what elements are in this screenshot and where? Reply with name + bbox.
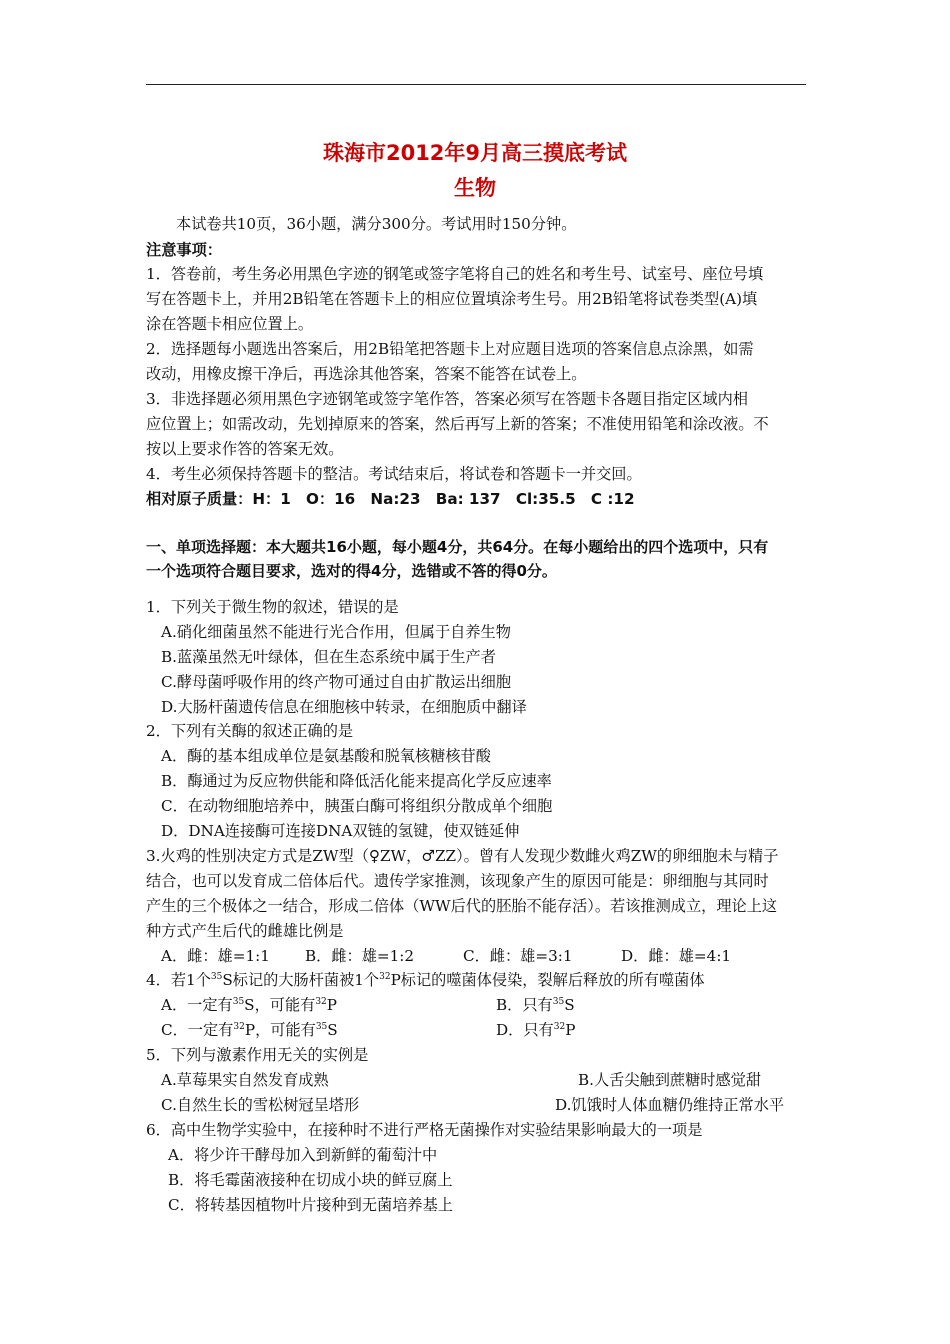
question-3-option-d: D．雌：雄=4:1 [621,947,732,965]
exam-title: 珠海市2012年9月高三摸底考试 [322,141,628,165]
atomic-mass-line: 相对原子质量：H：1 O：16 Na:23 Ba: 137 Cl:35.5 C :12 [146,490,635,508]
notice-line: 4．考生必须保持答题卡的整洁。考试结束后，将试卷和答题卡一并交回。 [146,465,642,483]
question-3-stem: 3.火鸡的性别决定方式是ZW型（♀ZW，♂ZZ）。曾有人发现少数雌火鸡ZW的卵细胞未与精子 [146,847,779,865]
question-4-option-c: C．一定有$^{32}$P，可能有$^{35}$S [161,1021,338,1039]
notice-line: 按以上要求作答的答案无效。 [146,440,344,458]
question-3-stem: 结合，也可以发育成二倍体后代。遗传学家推测，该现象产生的原因可能是：卵细胞与其同时 [146,872,769,890]
question-6-option-b: B．将毛霉菌液接种在切成小块的鲜豆腐上 [168,1171,453,1189]
question-4-option-d: D．只有$^{32}$P [496,1021,576,1039]
question-4-option-b: B．只有$^{35}$S [496,996,575,1014]
question-5-option-b: B.人舌尖触到蔗糖时感觉甜 [578,1071,762,1089]
notice-heading: 注意事项： [146,241,222,259]
notice-line: 3．非选择题必须用黑色字迹钢笔或签字笔作答，答案必须写在答题卡各题目指定区域内相 [146,390,748,408]
question-6-stem: 6．高中生物学实验中，在接种时不进行严格无菌操作对实验结果影响最大的一项是 [146,1121,703,1139]
question-3-option-b: B．雌：雄=1:2 [305,947,415,965]
question-6-option-a: A．将少许干酵母加入到新鲜的葡萄汁中 [168,1146,438,1164]
question-2-option-c: C．在动物细胞培养中，胰蛋白酶可将组织分散成单个细胞 [161,797,553,815]
question-5-option-d: D.饥饿时人体血糖仍维持正常水平 [555,1096,785,1114]
question-2-option-b: B．酶通过为反应物供能和降低活化能来提高化学反应速率 [161,772,552,790]
question-6-option-c: C．将转基因植物叶片接种到无菌培养基上 [168,1196,453,1214]
question-5-option-c: C.自然生长的雪松树冠呈塔形 [161,1096,360,1114]
question-1-option-b: B.蓝藻虽然无叶绿体，但在生态系统中属于生产者 [161,648,496,666]
question-2-option-d: D．DNA连接酶可连接DNA双链的氢键，使双链延伸 [161,822,520,840]
question-3-option-a: A．雌：雄=1:1 [161,947,270,965]
question-1-stem: 1．下列关于微生物的叙述，错误的是 [146,598,399,616]
exam-subject: 生物 [454,176,496,200]
question-1-option-d: D.大肠杆菌遗传信息在细胞核中转录，在细胞质中翻译 [161,698,527,716]
question-1-option-a: A.硝化细菌虽然不能进行光合作用，但属于自养生物 [161,623,511,641]
question-3-stem: 产生的三个极体之一结合，形成二倍体（WW后代的胚胎不能存活）。若该推测成立，理论上这 [146,897,778,915]
notice-line: 应位置上；如需改动，先划掉原来的答案，然后再写上新的答案；不准使用铅笔和涂改液。不 [146,415,769,433]
question-2-stem: 2．下列有关酶的叙述正确的是 [146,722,354,740]
notice-line: 写在答题卡上，并用2B铅笔在答题卡上的相应位置填涂考生号。用2B铅笔将试卷类型(A)填 [146,290,758,308]
header-rule [146,84,806,85]
question-4-stem: 4．若1个$^{35}$S标记的大肠杆菌被1个$^{32}$P标记的噬菌体侵染，裂解后释放的所有噬菌体 [146,971,705,989]
question-4-option-a: A．一定有$^{35}$S，可能有$^{32}$P [161,996,338,1014]
question-3-option-c: C．雌：雄=3:1 [463,947,573,965]
intro-text: 本试卷共10页，36小题，满分300分。考试用时150分钟。 [176,215,577,233]
question-2-option-a: A．酶的基本组成单位是氨基酸和脱氧核糖核苷酸 [161,747,491,765]
notice-line: 涂在答题卡相应位置上。 [146,315,314,333]
question-3-stem: 种方式产生后代的雌雄比例是 [146,922,344,940]
question-5-stem: 5．下列与激素作用无关的实例是 [146,1046,369,1064]
question-1-option-c: C.酵母菌呼吸作用的终产物可通过自由扩散运出细胞 [161,673,512,691]
question-5-option-a: A.草莓果实自然发育成熟 [161,1071,329,1089]
section-heading: 一、单项选择题：本大题共16小题，每小题4分，共64分。在每小题给出的四个选项中，只有 [146,538,769,556]
notice-line: 改动，用橡皮擦干净后，再选涂其他答案，答案不能答在试卷上。 [146,365,587,383]
notice-line: 2．选择题每小题选出答案后，用2B铅笔把答题卡上对应题目选项的答案信息点涂黑，如需 [146,340,754,358]
notice-line: 1．答卷前，考生务必用黑色字迹的钢笔或签字笔将自己的姓名和考生号、试室号、座位号填 [146,265,764,283]
section-heading: 一个选项符合题目要求，选对的得4分，选错或不答的得0分。 [146,562,557,580]
